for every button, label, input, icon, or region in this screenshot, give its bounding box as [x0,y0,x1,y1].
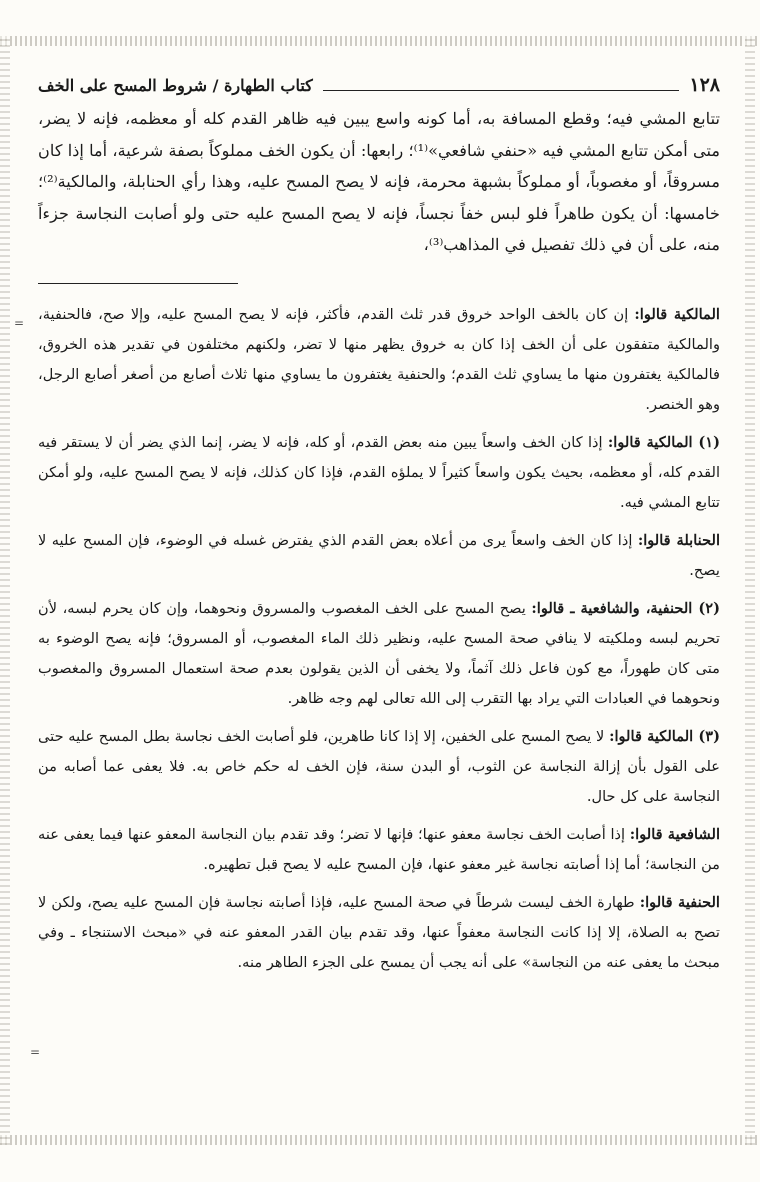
footnote-lead: الشافعية قالوا: [629,825,720,843]
footnote-text: يصح المسح على الخف المغصوب والمسروق ونحوهما، وإن كان يحرم لبسه، لأن تحريم لبسه وملكيته لا ينافي صحة المسح عليه، ونظير ذلك الماء المغصوب، أو المسروق؛ فإنه يصح الوضوء به متى كان طهوراً، مع كون فاعل ذلك آثماً، ولا يخفى أن الذين يقولون بعدم صحة استعمال المسروق والمغصوب ونحوهما في العبادات التي يراد بها التقرب إلى الله تعالى لهم وجه ظاهر. [38,599,720,707]
footnote-text: إن كان بالخف الواحد خروق قدر ثلث القدم، فأكثر، فإنه لا يصح المسح عليه، وإلا صح، فالحنفية، والمالكية متفقون على أن الخف إذا كان به خروق يظهر منها لا تضر، ولكنهم مختلفون في تقدير هذه الخروق، فالمالكية يغتفرون منها ما يساوي ثلث القدم؛ والحنفية يغتفرون ما يساوي منها ثلاث أصابع من أصغر أصابع الرجل، وهو الخنصر. [38,305,720,413]
footnote-lead: (١) المالكية قالوا: [607,433,720,451]
page-border-right [745,36,755,1145]
footnote-lead: (٢) الحنفية، والشافعية ـ قالوا: [531,599,720,617]
header-rule [323,76,680,91]
footnote-separator [38,283,238,284]
footnote-text: لا يصح المسح على الخفين، إلا إذا كانا طاهرين، فلو أصابت الخف نجاسة بطل المسح عليه حتى على القول بأن إزالة النجاسة عن الثوب، أو البدن سنة، فإن الخف له حكم خاص به. فلا يعفى عما أصابه من النجاسة على كل حال. [38,727,720,805]
book-page [38,74,720,986]
footnote-paragraph [38,300,720,420]
footnote-paragraph [38,820,720,880]
footnote-lead: (٣) المالكية قالوا: [609,727,720,745]
footnote-paragraph [38,594,720,714]
page-number: ١٢٨ [689,74,720,96]
page-header [38,74,720,102]
margin-mark: = [30,1045,41,1059]
footnote-paragraph [38,722,720,812]
footnotes [38,300,720,978]
footnote-paragraph [38,888,720,978]
footnote-paragraph [38,428,720,518]
footnote-separator-holder [38,261,720,300]
footnote-text: إذا كان الخف واسعاً يبين منه بعض القدم، أو كله، فإنه لا يضر، إنما الذي يضر أن لا يستقر فيه القدم كله، أو معظمه، بحيث يكون واسعاً كثيراً لا يملؤه القدم، فإذا كان كذلك، فإنه لا يصح المسح عليه، ولو أمكن تتابع المشي فيه. [38,433,720,511]
footnote-paragraph [38,526,720,586]
footnote-text: طهارة الخف ليست شرطاً في صحة المسح عليه، فإذا أصابته نجاسة فإن المسح عليه يصح، ولكن لا تصح به الصلاة، إلا إذا كانت النجاسة معفواً عنها، وقد تقدم بيان القدر المعفو عنه في «مبحث الاستنجاء ـ وفي مبحث ما يعفى عنه من النجاسة» على أنه يجب أن يمسح على الجزء الطاهر منه. [38,893,720,971]
running-head: كتاب الطهارة / شروط المسح على الخف [38,76,313,95]
main-text: تتابع المشي فيه؛ وقطع المسافة به، أما كونه واسع يبين فيه ظاهر القدم كله أو معظمه، فإنه لا يضر، متى أمكن تتابع المشي فيه «حنفي شافعي»⁽¹⁾؛ رابعها: أن يكون الخف مملوكاً بصفة شرعية، أما إذا كان مسروقاً، أو مغصوباً، أو مملوكاً بشبهة محرمة، فإنه لا يصح المسح عليه، وهذا رأي الحنابلة، والمالكية⁽²⁾؛ خامسها: أن يكون طاهراً فلو لبس خفاً نجساً، فإنه لا يصح المسح عليه حتى ولو أصابت النجاسة جزءاً منه، على أن في ذلك تفصيل في المذاهب⁽³⁾، [38,109,720,254]
page-border-bottom [0,1135,760,1145]
footnote-lead: المالكية قالوا: [634,305,720,323]
page-border-left [0,36,10,1145]
page-border-top [0,36,760,46]
margin-mark: = [14,316,25,330]
footnote-lead: الحنفية قالوا: [639,893,720,911]
footnote-text: إذا كان الخف واسعاً يرى من أعلاه بعض القدم الذي يفترض غسله في الوضوء، فإن المسح عليه لا يصح. [38,531,720,579]
footnote-text: إذا أصابت الخف نجاسة معفو عنها؛ فإنها لا تضر؛ وقد تقدم بيان النجاسة المعفو عنها فيما يعفى عنه من النجاسة؛ أما إذا أصابته نجاسة غير معفو عنها، فإن المسح عليه لا يصح قبل تطهيره. [38,825,720,873]
footnote-lead: الحنابلة قالوا: [637,531,721,549]
